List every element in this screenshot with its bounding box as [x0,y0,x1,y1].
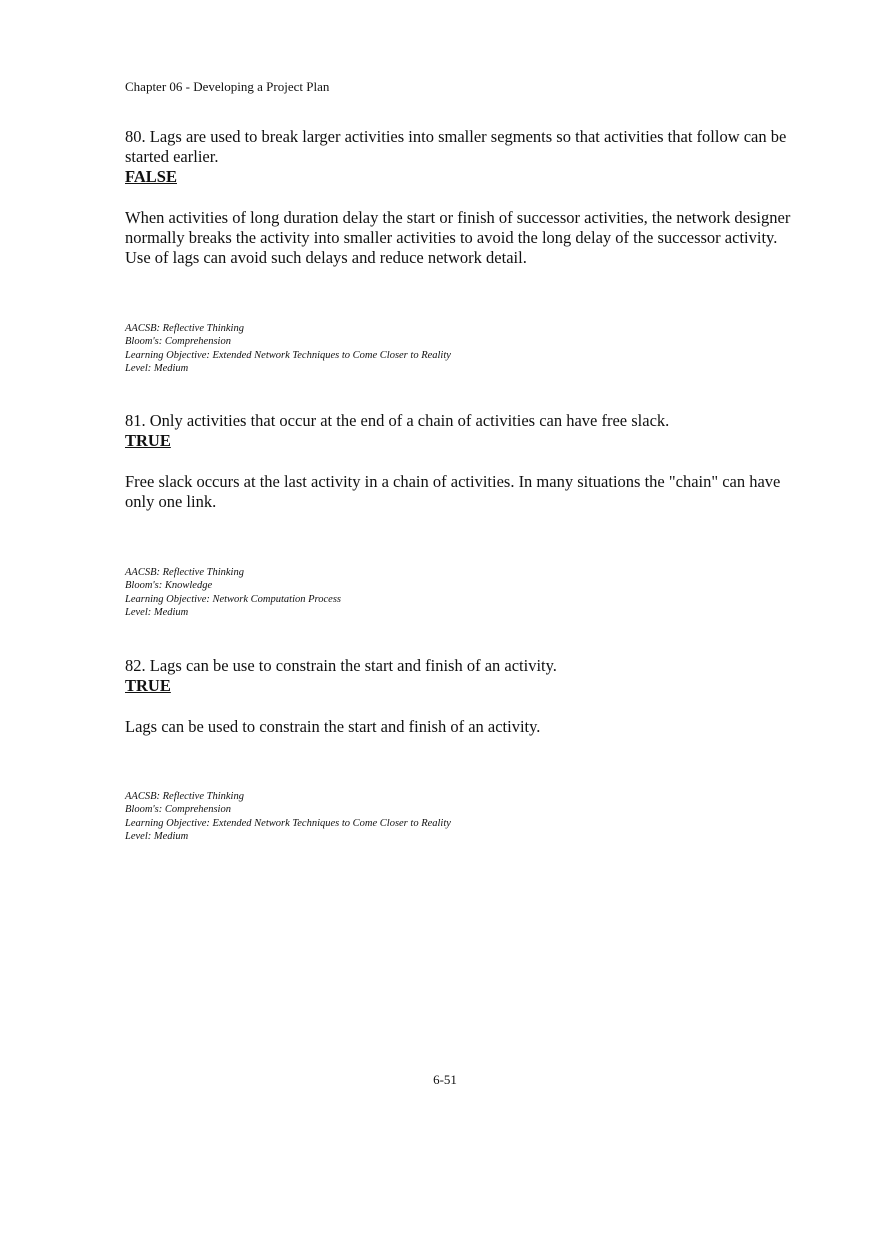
question-metadata [125,322,451,375]
explanation-text: Free slack occurs at the last activity in a chain of activities. In many situations the "chain" can have only one link. [125,472,781,511]
aacsb-tag: AACSB: Reflective Thinking [125,567,244,578]
page-header: Chapter 06 - Developing a Project Plan [125,79,330,94]
explanation-text: Lags can be used to constrain the start and finish of an activity. [125,717,541,736]
explanation-text: When activities of long duration delay the start or finish of successor activities, the network designer normally breaks the activity into smaller activities to avoid the long delay of the successor activity. Use of lags can avoid such delays and reduce network detail. [125,208,791,267]
question-metadata [125,566,341,619]
question-text: 80. Lags are used to break larger activities into smaller segments so that activities that follow can be started earlier. [125,127,787,166]
aacsb-tag: AACSB: Reflective Thinking [125,323,244,334]
answer-label: FALSE [125,167,177,186]
question-block [125,411,795,512]
level-tag: Level: Medium [125,606,189,618]
aacsb-tag: AACSB: Reflective Thinking [125,791,244,802]
level-tag: Level: Medium [125,830,189,842]
learning-objective-tag: Learning Objective: Network Computation Process [125,593,341,605]
blooms-tag: Bloom's: Knowledge [125,580,213,592]
answer-label: TRUE [125,676,171,695]
document-page [125,0,805,1247]
blooms-tag: Bloom's: Comprehension [125,804,231,816]
learning-objective-tag: Learning Objective: Extended Network Techniques to Come Closer to Reality [125,817,451,829]
answer-label: TRUE [125,431,171,450]
blooms-tag: Bloom's: Comprehension [125,336,231,348]
learning-objective-tag: Learning Objective: Extended Network Techniques to Come Closer to Reality [125,349,451,361]
question-block [125,127,795,268]
question-text: 81. Only activities that occur at the end of a chain of activities can have free slack. [125,411,670,430]
question-text: 82. Lags can be use to constrain the start and finish of an activity. [125,656,557,675]
level-tag: Level: Medium [125,362,189,374]
page-number: 6-51 [433,1072,457,1087]
question-metadata [125,790,451,843]
question-block [125,656,795,737]
